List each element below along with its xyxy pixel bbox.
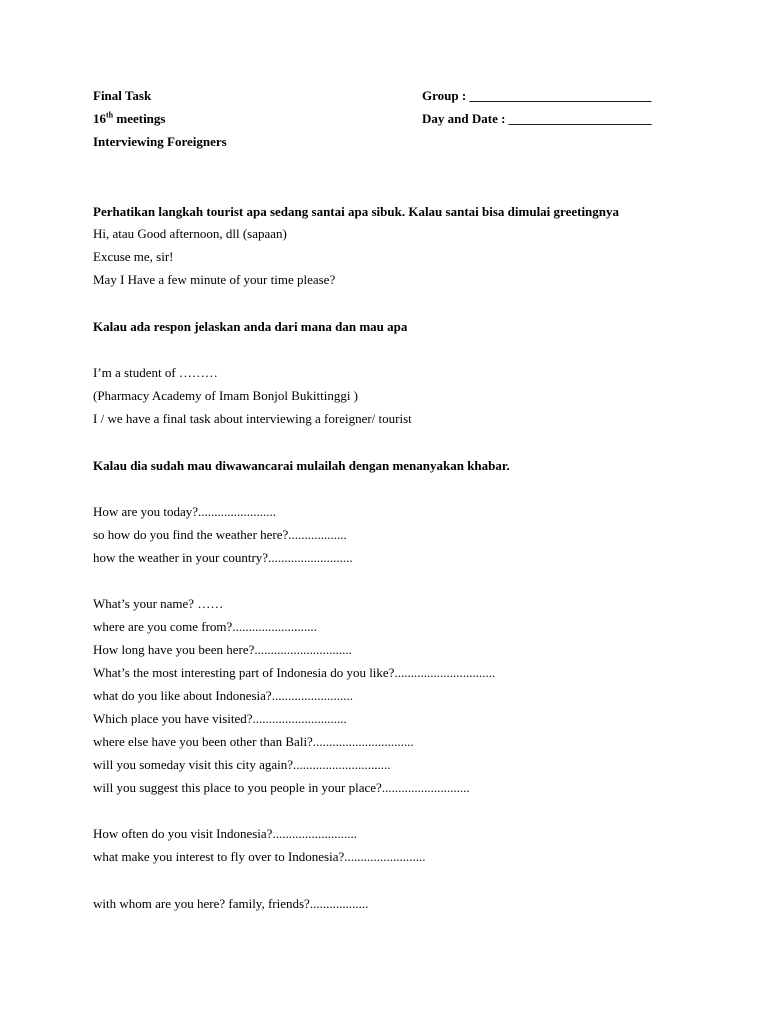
question-line: how the weather in your country?.......................... <box>93 550 353 565</box>
task-title: Final Task <box>93 88 152 103</box>
question-line: with whom are you here? family, friends?.................. <box>93 896 369 911</box>
question-line: what do you like about Indonesia?......................... <box>93 688 353 703</box>
question-line: How are you today?........................ <box>93 504 277 519</box>
question-line: What’s your name? …… <box>93 596 224 611</box>
meeting-suffix: th <box>106 110 114 120</box>
meeting-label: meetings <box>113 111 166 126</box>
meeting-info <box>93 111 165 127</box>
text-line: Hi, atau Good afternoon, dll (sapaan) <box>93 226 287 241</box>
question-line: so how do you find the weather here?.................. <box>93 527 347 542</box>
question-line: will you someday visit this city again?.............................. <box>93 757 391 772</box>
question-line: what make you interest to fly over to Indonesia?......................... <box>93 849 426 864</box>
question-line: How long have you been here?.............................. <box>93 642 352 657</box>
question-line: where are you come from?.......................... <box>93 619 317 634</box>
section-heading-greeting: Perhatikan langkah tourist apa sedang santai apa sibuk. Kalau santai bisa dimulai greetingnya <box>93 204 620 219</box>
text-line: May I Have a few minute of your time please? <box>93 272 336 287</box>
question-line: where else have you been other than Bali?............................... <box>93 734 414 749</box>
question-line: What’s the most interesting part of Indonesia do you like?............................... <box>93 665 496 680</box>
text-line: I / we have a final task about interviewing a foreigner/ tourist <box>93 411 412 426</box>
question-line: How often do you visit Indonesia?.......................... <box>93 826 357 841</box>
question-line: Which place you have visited?............................. <box>93 711 347 726</box>
task-subtitle: Interviewing Foreigners <box>93 134 227 149</box>
group-field-label: Group : ____________________________ <box>422 88 652 103</box>
day-date-field-label: Day and Date : ______________________ <box>422 111 652 126</box>
text-line: Excuse me, sir! <box>93 249 174 264</box>
text-line: I’m a student of ……… <box>93 365 218 380</box>
meeting-number: 16 <box>93 111 106 126</box>
question-line: will you suggest this place to you people in your place?........................... <box>93 780 470 795</box>
section-heading-interview: Kalau dia sudah mau diwawancarai mulailah dengan menanyakan khabar. <box>93 458 510 473</box>
text-line: (Pharmacy Academy of Imam Bonjol Bukittinggi ) <box>93 388 359 403</box>
section-heading-introduction: Kalau ada respon jelaskan anda dari mana dan mau apa <box>93 319 408 334</box>
